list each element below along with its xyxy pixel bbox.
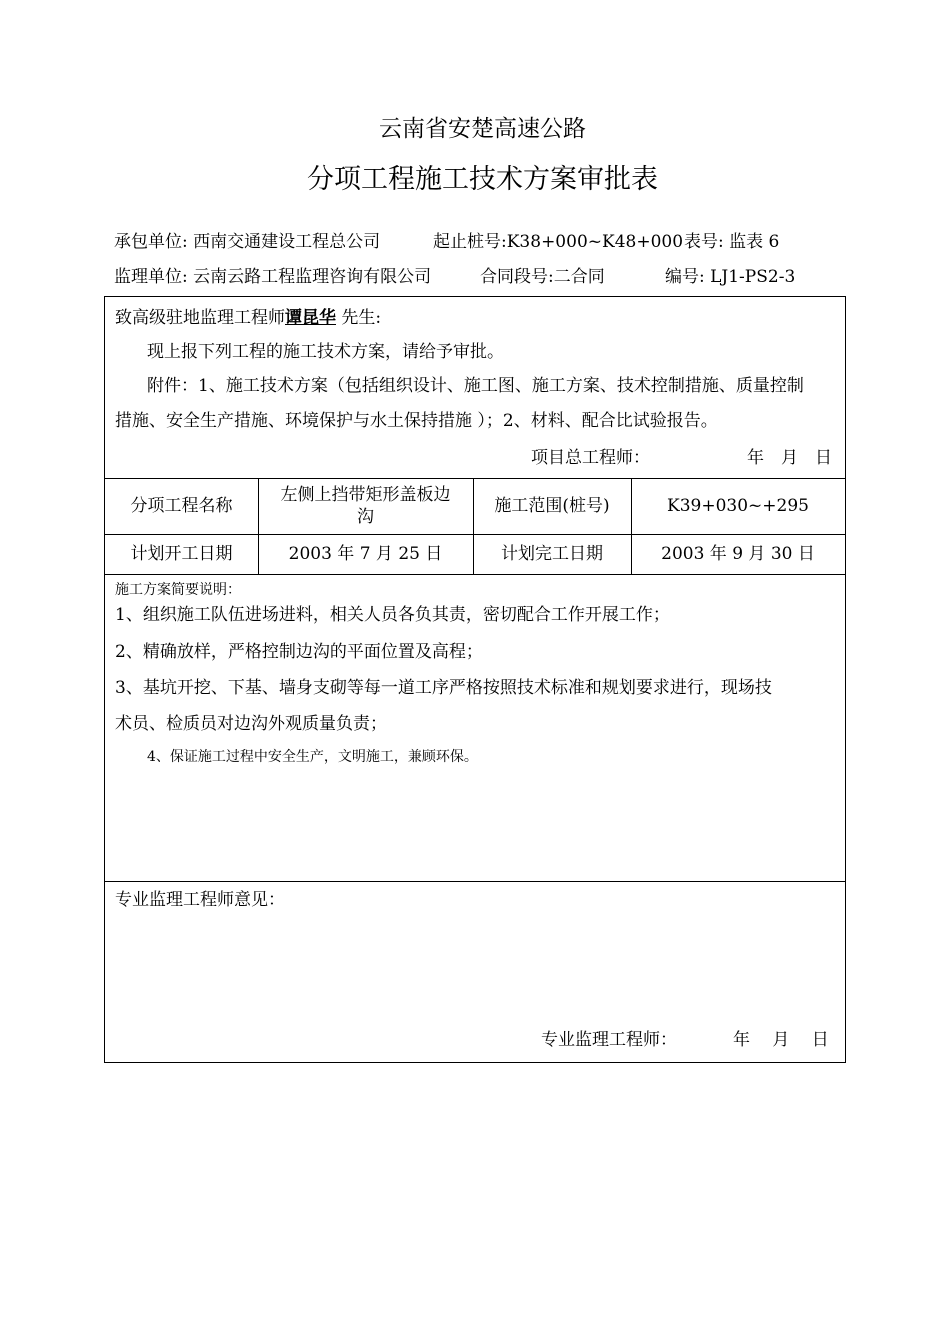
contractor-label: 承包单位:	[114, 232, 188, 252]
contract-label: 合同段号:	[480, 267, 554, 287]
chief-engineer-sign-label: 项目总工程师：	[531, 448, 650, 468]
form-no-label: 表号:	[684, 232, 724, 252]
item-name-value-line1: 左侧上挡带矩形盖板边	[280, 485, 451, 505]
addressee-prefix: 致高级驻地监理工程师	[115, 308, 285, 328]
request-body: 现上报下列工程的施工技术方案，请给予审批。	[147, 342, 504, 362]
addressee-line	[115, 303, 381, 328]
item-name-label: 分项工程名称	[130, 496, 233, 516]
serial-field	[665, 262, 795, 287]
plan-item-3-line1: 3、基坑开挖、下基、墙身支砌等每一道工序严格按照技术标准和规划要求进行，现场技	[115, 678, 772, 698]
attachment-line1: 附件：1、施工技术方案（包括组织设计、施工图、施工方案、技术控制措施、质量控制	[147, 376, 804, 396]
opinion-heading: 专业监理工程师意见：	[115, 890, 285, 910]
supervisor-sign-label: 专业监理工程师：	[541, 1030, 677, 1050]
start-date-label: 计划开工日期	[130, 544, 233, 564]
range-label: 施工范围(桩号)	[494, 496, 610, 516]
approval-form-table	[104, 296, 846, 1063]
form-no-value: 监表 6	[729, 232, 780, 252]
supervisor-field	[114, 262, 431, 287]
plan-heading: 施工方案简要说明：	[115, 582, 241, 598]
contractor-field	[114, 227, 380, 252]
plan-item-2: 2、精确放样，严格控制边沟的平面位置及高程；	[115, 642, 483, 662]
contract-value: 二合同	[553, 267, 605, 287]
form-no-field	[684, 227, 779, 252]
addressee-suffix: 先生:	[341, 308, 382, 328]
engineer-name: 谭昆华	[285, 308, 336, 328]
item-name-value-line2: 沟	[357, 507, 374, 527]
end-date-value: 2003 年 9 月 30 日	[661, 544, 815, 564]
stake-field	[433, 227, 683, 252]
divider	[105, 574, 845, 575]
end-date-label: 计划完工日期	[501, 544, 603, 564]
plan-item-1: 1、组织施工队伍进场进料，相关人员各负其责，密切配合工作开展工作；	[115, 605, 670, 625]
stake-label: 起止桩号:	[433, 232, 507, 252]
contract-field	[480, 262, 605, 287]
supervisor-label: 监理单位:	[114, 267, 188, 287]
stake-value: K38+000~K48+000	[506, 232, 684, 252]
title-line2: 分项工程施工技术方案审批表	[307, 164, 658, 195]
serial-value: LJ1-PS2-3	[710, 267, 796, 287]
divider	[105, 881, 845, 882]
contractor-value: 西南交通建设工程总公司	[193, 232, 381, 252]
supervisor-sign-date: 年 月 日	[733, 1030, 829, 1050]
serial-label: 编号:	[665, 267, 705, 287]
item-name-value	[258, 478, 473, 534]
chief-engineer-sign-date: 年 月 日	[747, 448, 832, 468]
range-value: K39+030~+295	[667, 496, 809, 516]
plan-item-3-line2: 术员、检质员对边沟外观质量负责；	[115, 714, 387, 734]
attachment-line2: 措施、安全生产措施、环境保护与水土保持措施 ）；2、材料、配合比试验报告。	[115, 411, 718, 431]
title-line1: 云南省安楚高速公路	[379, 116, 586, 142]
plan-item-4: 4、保证施工过程中安全生产，文明施工，兼顾环保。	[147, 749, 478, 765]
supervisor-value: 云南云路工程监理咨询有限公司	[193, 267, 432, 287]
start-date-value: 2003 年 7 月 25 日	[288, 544, 443, 564]
